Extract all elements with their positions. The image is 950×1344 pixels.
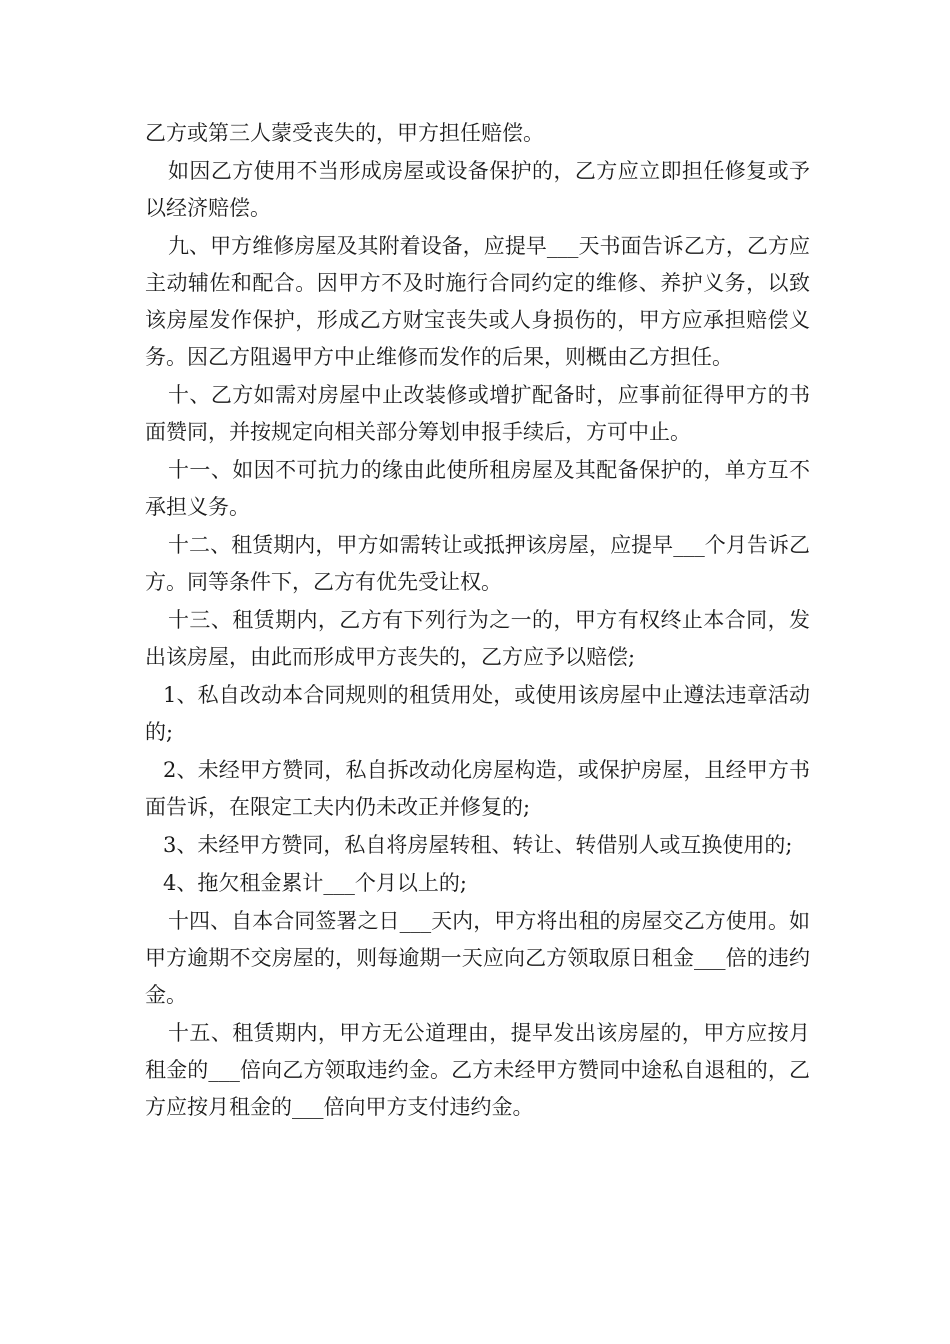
clause-13: 十三、租赁期内，乙方有下列行为之一的，甲方有权终止本合同，发出该房屋，由此而形成甲方丧失的，乙方应予以赔偿; <box>145 608 810 669</box>
clause-11: 十一、如因不可抗力的缘由此使所租房屋及其配备保护的，单方互不承担义务。 <box>145 458 810 519</box>
contract-body <box>145 115 810 1127</box>
clause-13-item-3: 3、未经甲方赞同，私自将房屋转租、转让、转借别人或互换使用的; <box>163 833 793 857</box>
clause-13-item-1: 1、私自改动本合同规则的租赁用处，或使用该房屋中止遵法违章活动的; <box>145 683 810 744</box>
paragraph-continuation: 乙方或第三人蒙受丧失的，甲方担任赔偿。 <box>145 121 544 145</box>
clause-9: 九、甲方维修房屋及其附着设备，应提早___天书面告诉乙方，乙方应主动辅佐和配合。因甲方不及时施行合同约定的维修、养护义务，以致该房屋发作保护，形成乙方财宝丧失或人身损伤的，甲方应承担赔偿义务。因乙方阻遏甲方中止维修而发作的后果，则概由乙方担任。 <box>145 234 810 369</box>
clause-12: 十二、租赁期内，甲方如需转让或抵押该房屋，应提早___个月告诉乙方。同等条件下，乙方有优先受让权。 <box>145 533 810 594</box>
clause-13-item-4: 4、拖欠租金累计___个月以上的; <box>163 871 467 895</box>
clause-14: 十四、自本合同签署之日___天内，甲方将出租的房屋交乙方使用。如甲方逾期不交房屋的，则每逾期一天应向乙方领取原日租金___倍的违约金。 <box>145 909 810 1007</box>
clause-10: 十、乙方如需对房屋中止改装修或增扩配备时，应事前征得甲方的书面赞同，并按规定向相关部分筹划申报手续后，方可中止。 <box>145 383 810 444</box>
clause-13-item-2: 2、未经甲方赞同，私自拆改动化房屋构造，或保护房屋，且经甲方书面告诉，在限定工夫内仍未改正并修复的; <box>145 758 810 819</box>
paragraph-repair-liability: 如因乙方使用不当形成房屋或设备保护的，乙方应立即担任修复或予以经济赔偿。 <box>145 159 810 220</box>
clause-15: 十五、租赁期内，甲方无公道理由，提早发出该房屋的，甲方应按月租金的___倍向乙方领取违约金。乙方未经甲方赞同中途私自退租的，乙方应按月租金的___倍向甲方支付违约金。 <box>145 1021 810 1119</box>
